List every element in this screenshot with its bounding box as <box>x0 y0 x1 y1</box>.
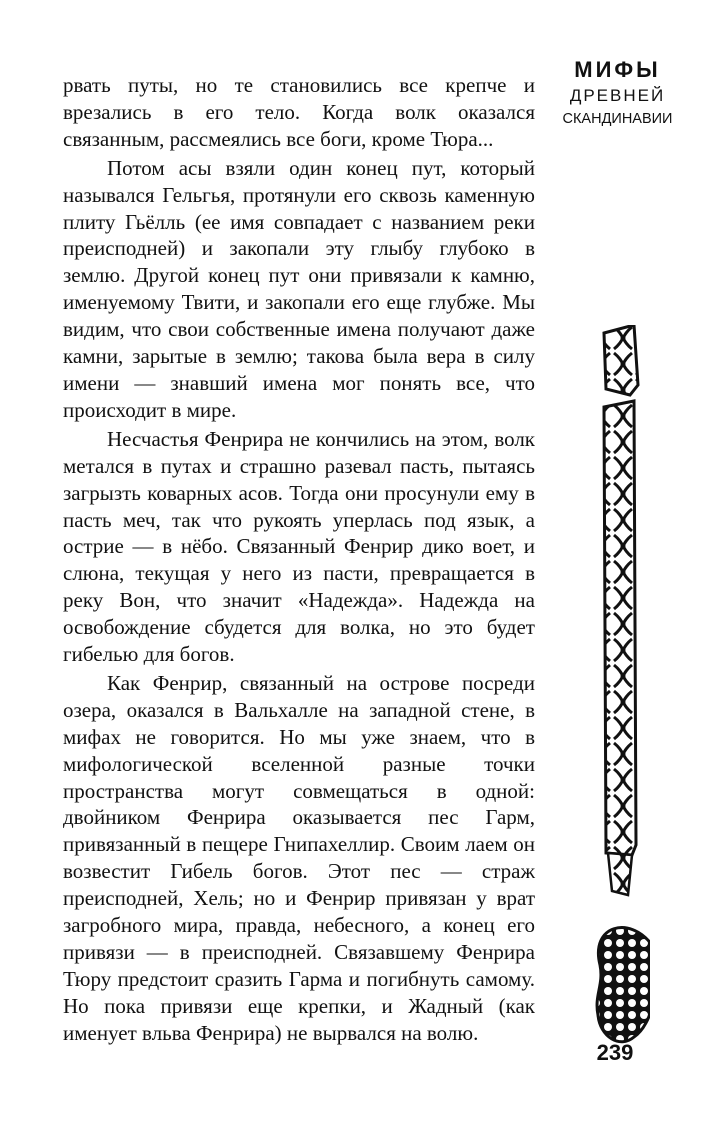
paragraph: Потом асы взяли один конец пут, который назывался Гельгья, протянули его сквозь каменную плиту Гьёлль (ее имя совпадает с названием реки преисподней) и закопали эту глыбу глубоко в землю. Другой конец пут они привязали к камню, именуемому Твити, и закопали его еще глубже. Мы видим, что свои собственные имена получают даже камни, зарытые в землю; такова была вера в силу имени — знавший имена мог понять все, что происходит в мире. <box>63 155 535 422</box>
paragraph: Как Фенрир, связанный на острове посреди озера, оказался в Вальхалле на западной стене, в мифах не говорится. Но мы уже знаем, что в мифологической вселенной разные точки пространства могут совмещаться в одной: двойником Фенрира оказывается пес Гарм, привязанный в пещере Гнипахеллир. Своим лаем он возвестит Гибель богов. Этот пес — страж преисподней, Хель; но и Фенрир привязан у врат загробного мира, правда, небесного, а конец его привязи — в преисподней. Связавшему Фенрира Тюру предстоит сразить Гарма и погибнуть самому. Но пока привязи еще крепки, и Жадный (как именует вльва Фенрира) не вырвался на волю. <box>63 670 535 1045</box>
header-subtitle: ДРЕВНЕЙ <box>569 86 666 105</box>
paragraph: рвать путы, но те становились все крепче и врезались в его тело. Когда волк оказался связанным, рассмеялись все боги, кроме Тюра... <box>63 73 535 151</box>
header-subtitle-2: СКАНДИНАВИИ <box>562 111 673 127</box>
carved-ornament-icon <box>590 325 650 1095</box>
body-text <box>63 72 535 1049</box>
page-number: 239 <box>596 1040 634 1065</box>
running-header <box>560 56 675 130</box>
header-title: МИФЫ <box>574 57 661 82</box>
paragraph: Несчастья Фенрира не кончились на этом, волк метался в путах и страшно разевал пасть, пытаясь загрызть коварных асов. Тогда они просунули ему в пасть меч, так что рукоять уперлась под язык, а острие — в нёбо. Связанный Фенрир дико воет, и слюна, текущая у него из пасти, превращается в реку Вон, что значит «Надежда». Надежда на освобождение сбудется для волка, но это будет гибелью для богов. <box>63 426 535 667</box>
